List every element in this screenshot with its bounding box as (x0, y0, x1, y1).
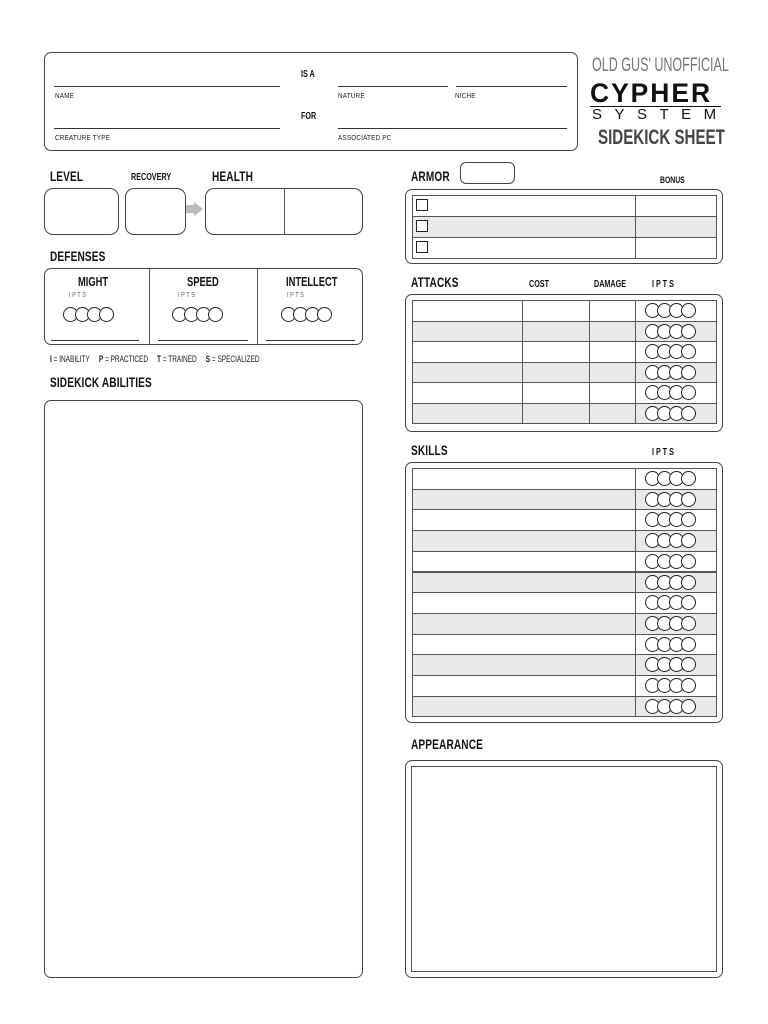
attack-col-divider (522, 362, 523, 384)
attack-circle-s[interactable] (681, 303, 696, 318)
skill-col-divider (635, 551, 636, 573)
might-circle-s[interactable] (99, 307, 114, 322)
skill-circle-s[interactable] (681, 471, 696, 486)
skill-col-divider (635, 634, 636, 656)
skill-circle-s[interactable] (681, 533, 696, 548)
speed-ipts: I P T S (178, 292, 195, 299)
creature-type-label: CREATURE TYPE (55, 133, 111, 142)
recovery-arrow-head (194, 202, 203, 216)
nature-field[interactable] (338, 86, 448, 87)
speed-circle-s[interactable] (208, 307, 223, 322)
attack-col-divider (589, 362, 590, 384)
skill-circle-s[interactable] (681, 678, 696, 693)
intellect-field[interactable] (266, 340, 355, 341)
attack-col-divider (589, 341, 590, 363)
skill-col-divider (635, 468, 636, 490)
attack-col-divider (635, 300, 636, 322)
armor-checkbox[interactable] (416, 220, 428, 232)
skill-col-divider (635, 530, 636, 552)
abilities-title: SIDEKICK ABILITIES (50, 374, 152, 390)
legend-t-text: = TRAINED (162, 354, 197, 364)
legend-p-text: = PRACTICED (104, 354, 149, 364)
armor-checkbox[interactable] (416, 199, 428, 211)
name-field[interactable] (54, 86, 280, 87)
level-box[interactable] (44, 188, 119, 235)
attack-col-divider (589, 403, 590, 425)
armor-title: ARMOR (411, 168, 450, 184)
legend-p-key: P (98, 354, 104, 364)
attack-col-divider (589, 300, 590, 322)
attacks-title: ATTACKS (411, 274, 459, 290)
skills-title: SKILLS (411, 442, 448, 458)
attack-col-divider (589, 382, 590, 404)
is-a-label: IS A (301, 69, 315, 80)
attack-col-divider (589, 321, 590, 343)
skill-col-divider (635, 509, 636, 531)
health-label: HEALTH (212, 168, 253, 184)
legend-s-key: S (205, 354, 211, 364)
attack-col-divider (522, 341, 523, 363)
recovery-label: RECOVERY (131, 172, 172, 183)
armor-bonus-divider (635, 216, 636, 238)
attack-col-divider (522, 382, 523, 404)
attack-circle-s[interactable] (681, 365, 696, 380)
attack-col-divider (635, 341, 636, 363)
name-label: NAME (55, 91, 75, 100)
ipts-legend (50, 354, 260, 364)
appearance-title: APPEARANCE (411, 736, 484, 752)
attack-col-divider (635, 403, 636, 425)
skill-circle-s[interactable] (681, 575, 696, 590)
defense-divider-1 (149, 269, 150, 344)
attack-col-divider (522, 321, 523, 343)
legend-t-key: T (157, 354, 161, 364)
attack-circle-s[interactable] (681, 385, 696, 400)
defense-divider-2 (257, 269, 258, 344)
attack-col-divider (522, 403, 523, 425)
legend-s-text: = SPECIALIZED (211, 354, 260, 364)
might-field[interactable] (51, 340, 139, 341)
might-label: MIGHT (78, 274, 109, 289)
attack-circle-s[interactable] (681, 406, 696, 421)
armor-bonus-divider (635, 237, 636, 259)
armor-checkbox[interactable] (416, 241, 428, 253)
skill-circle-s[interactable] (681, 492, 696, 507)
armor-row[interactable] (412, 216, 717, 238)
associated-pc-label: ASSOCIATED PC (338, 133, 392, 142)
legend-i-key: I (50, 354, 52, 364)
armor-row[interactable] (412, 237, 717, 259)
abilities-box[interactable] (44, 400, 363, 978)
identity-panel (44, 52, 578, 151)
armor-bonus-label: BONUS (660, 175, 685, 186)
associated-pc-field[interactable] (338, 128, 567, 129)
level-label: LEVEL (50, 168, 84, 184)
skill-circle-s[interactable] (681, 554, 696, 569)
skill-col-divider (635, 696, 636, 718)
skill-col-divider (635, 572, 636, 594)
recovery-arrow-icon (186, 205, 194, 213)
armor-value-box[interactable] (460, 162, 515, 184)
attack-col-divider (635, 321, 636, 343)
creature-type-field[interactable] (54, 128, 280, 129)
sheet-subtitle: SIDEKICK SHEET (598, 126, 725, 149)
logo-system: SYSTEM (592, 106, 729, 123)
skill-circle-s[interactable] (681, 699, 696, 714)
appearance-box[interactable] (411, 766, 717, 972)
skill-circle-s[interactable] (681, 637, 696, 652)
armor-row[interactable] (412, 195, 717, 217)
attack-col-divider (522, 300, 523, 322)
attacks-ipts-label: I P T S (652, 279, 674, 290)
intellect-circle-s[interactable] (317, 307, 332, 322)
skill-col-divider (635, 592, 636, 614)
skill-col-divider (635, 613, 636, 635)
speed-field[interactable] (158, 340, 248, 341)
might-ipts: I P T S (69, 292, 86, 299)
branding-top-line: OLD GUS' UNOFFICIAL (592, 55, 729, 76)
nature-label: NATURE (338, 91, 365, 100)
intellect-ipts: I P T S (287, 292, 304, 299)
legend-i-text: = INABILITY (53, 354, 90, 364)
attacks-damage-label: DAMAGE (594, 279, 627, 290)
skill-col-divider (635, 654, 636, 676)
skill-col-divider (635, 489, 636, 511)
for-label: FOR (301, 111, 317, 122)
attacks-cost-label: COST (529, 279, 550, 290)
armor-bonus-divider (635, 195, 636, 217)
logo-cypher: CYPHER (590, 78, 713, 108)
recovery-box[interactable] (125, 188, 186, 235)
skill-col-divider (635, 675, 636, 697)
niche-field[interactable] (456, 86, 567, 87)
niche-label: NICHE (455, 91, 476, 100)
attack-circle-s[interactable] (681, 344, 696, 359)
skill-circle-s[interactable] (681, 616, 696, 631)
health-divider (284, 189, 285, 234)
skills-ipts-label: I P T S (652, 447, 674, 458)
attack-col-divider (635, 382, 636, 404)
attack-col-divider (635, 362, 636, 384)
speed-label: SPEED (187, 274, 219, 289)
intellect-label: INTELLECT (286, 274, 338, 289)
attack-circle-s[interactable] (681, 324, 696, 339)
defenses-title: DEFENSES (50, 248, 106, 264)
